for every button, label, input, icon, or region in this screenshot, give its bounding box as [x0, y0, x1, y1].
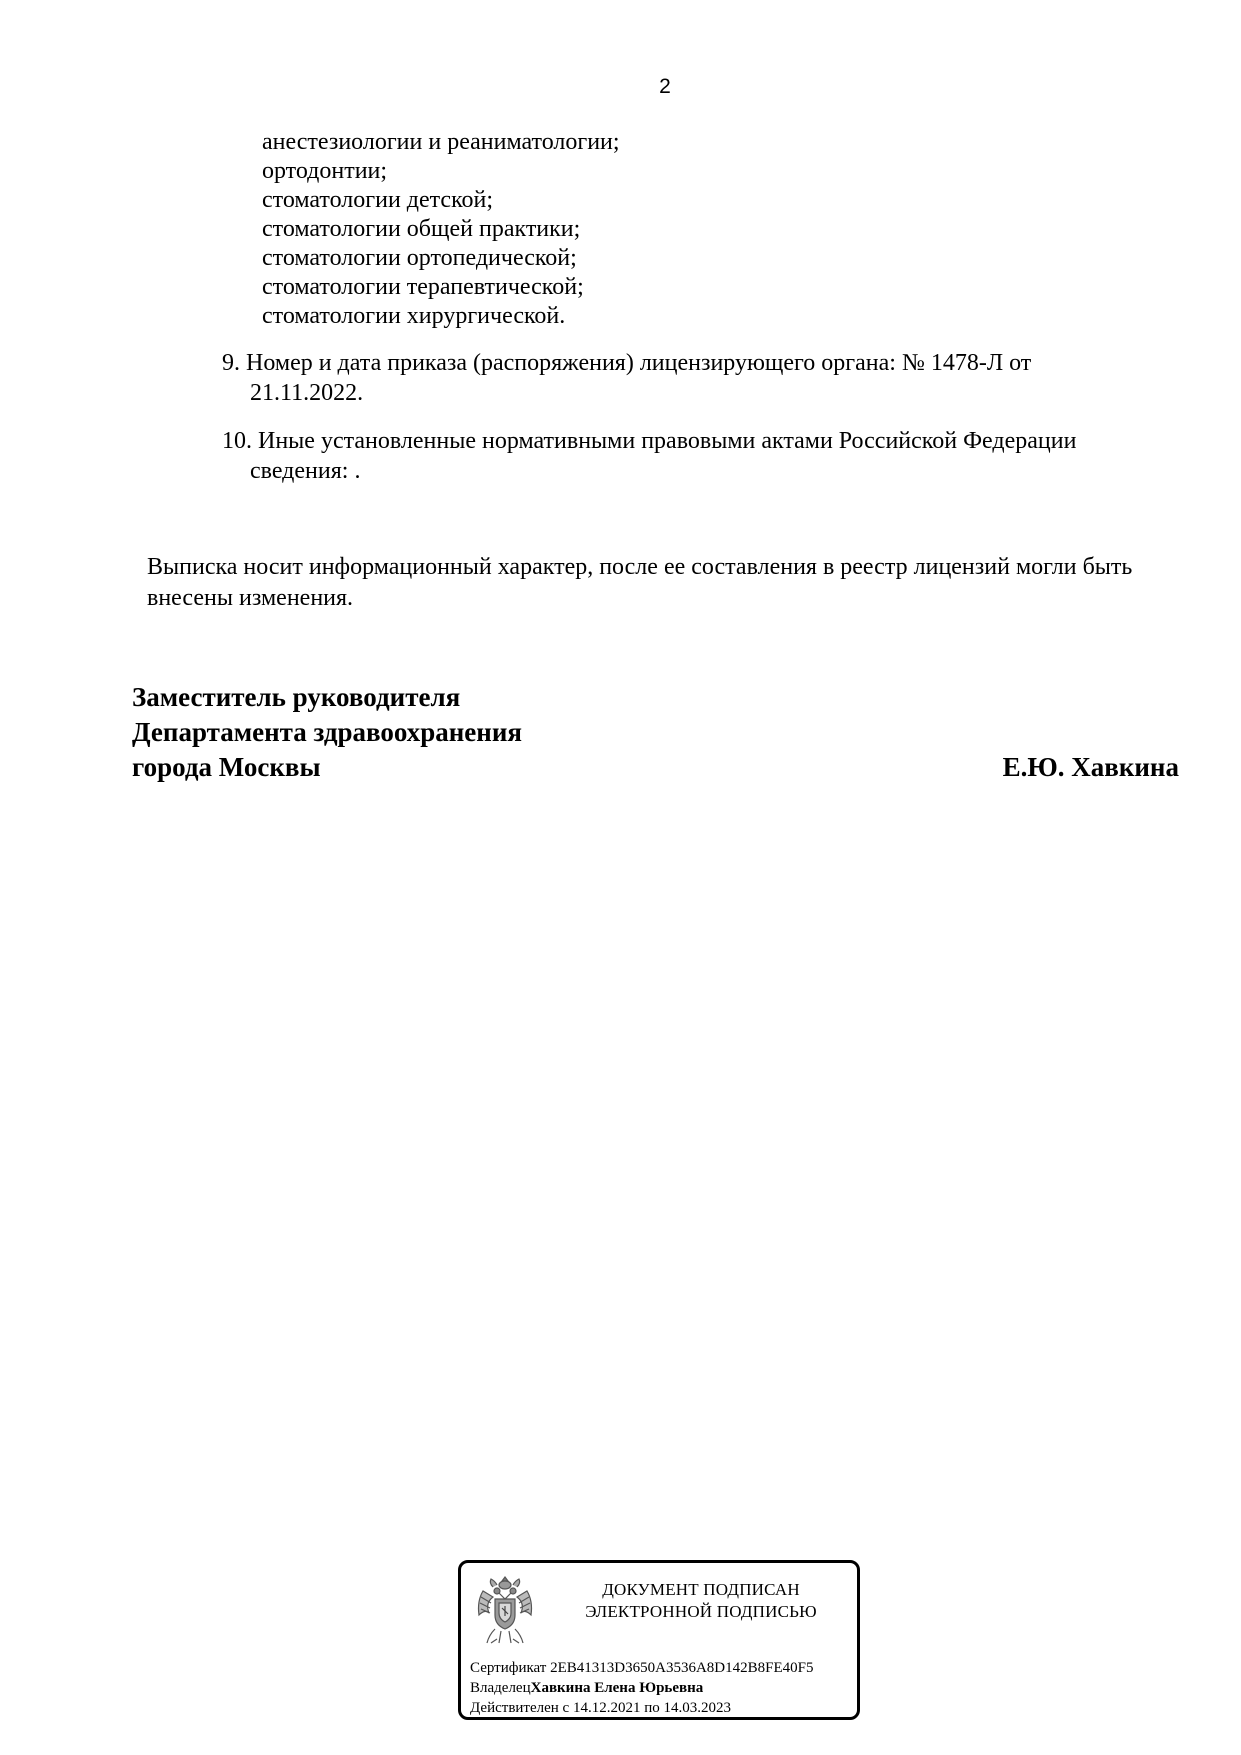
signer-name: Е.Ю. Хавкина — [1002, 752, 1179, 782]
specialty-item: стоматологии общей практики; — [262, 216, 581, 242]
electronic-signature-stamp — [458, 1560, 860, 1720]
signatory-line: города Москвы — [132, 752, 321, 782]
stamp-title — [551, 1579, 851, 1623]
order-number-line2: 21.11.2022. — [250, 380, 364, 406]
specialty-item: анестезиологии и реаниматологии; — [262, 129, 620, 155]
certificate-label: Сертификат — [470, 1660, 547, 1676]
page-number: 2 — [659, 75, 671, 98]
validity-line: Действителен с 14.12.2021 по 14.03.2023 — [470, 1700, 731, 1716]
certificate-details — [470, 1658, 813, 1718]
specialty-item: стоматологии терапевтической; — [262, 274, 584, 300]
signatory-title — [132, 680, 522, 785]
signatory-line: Заместитель руководителя — [132, 682, 461, 712]
certificate-line — [470, 1658, 813, 1678]
order-number-item — [222, 348, 1122, 408]
specialty-item: стоматологии хирургической. — [262, 303, 566, 329]
informational-note: Выписка носит информационный характер, после ее составления в реестр лицензий могли быть внесены изменения. — [147, 554, 1133, 611]
russian-coat-of-arms-icon — [473, 1573, 537, 1647]
other-info-item — [222, 426, 1122, 486]
specialty-item: стоматологии ортопедической; — [262, 245, 577, 271]
stamp-title-line: ЭЛЕКТРОННОЙ ПОДПИСЬЮ — [585, 1602, 817, 1621]
specialty-item: ортодонтии; — [262, 158, 388, 184]
order-number-line1: 9. Номер и дата приказа (распоряжения) лицензирующего органа: № 1478-Л от — [222, 350, 1032, 376]
other-info-line2: сведения: . — [250, 458, 361, 484]
specialty-item: стоматологии детской; — [262, 187, 494, 213]
owner-name: Хавкина Елена Юрьевна — [530, 1680, 704, 1696]
certificate-number: 2EB41313D3650A3536A8D142B8FE40F5 — [550, 1660, 814, 1676]
owner-label: Владелец — [470, 1680, 531, 1696]
stamp-title-line: ДОКУМЕНТ ПОДПИСАН — [602, 1580, 800, 1599]
other-info-line1: 10. Иные установленные нормативными правовыми актами Российской Федерации — [222, 428, 1077, 454]
owner-line — [470, 1678, 813, 1698]
specialty-list — [262, 128, 620, 331]
signatory-line: Департамента здравоохранения — [132, 717, 523, 747]
